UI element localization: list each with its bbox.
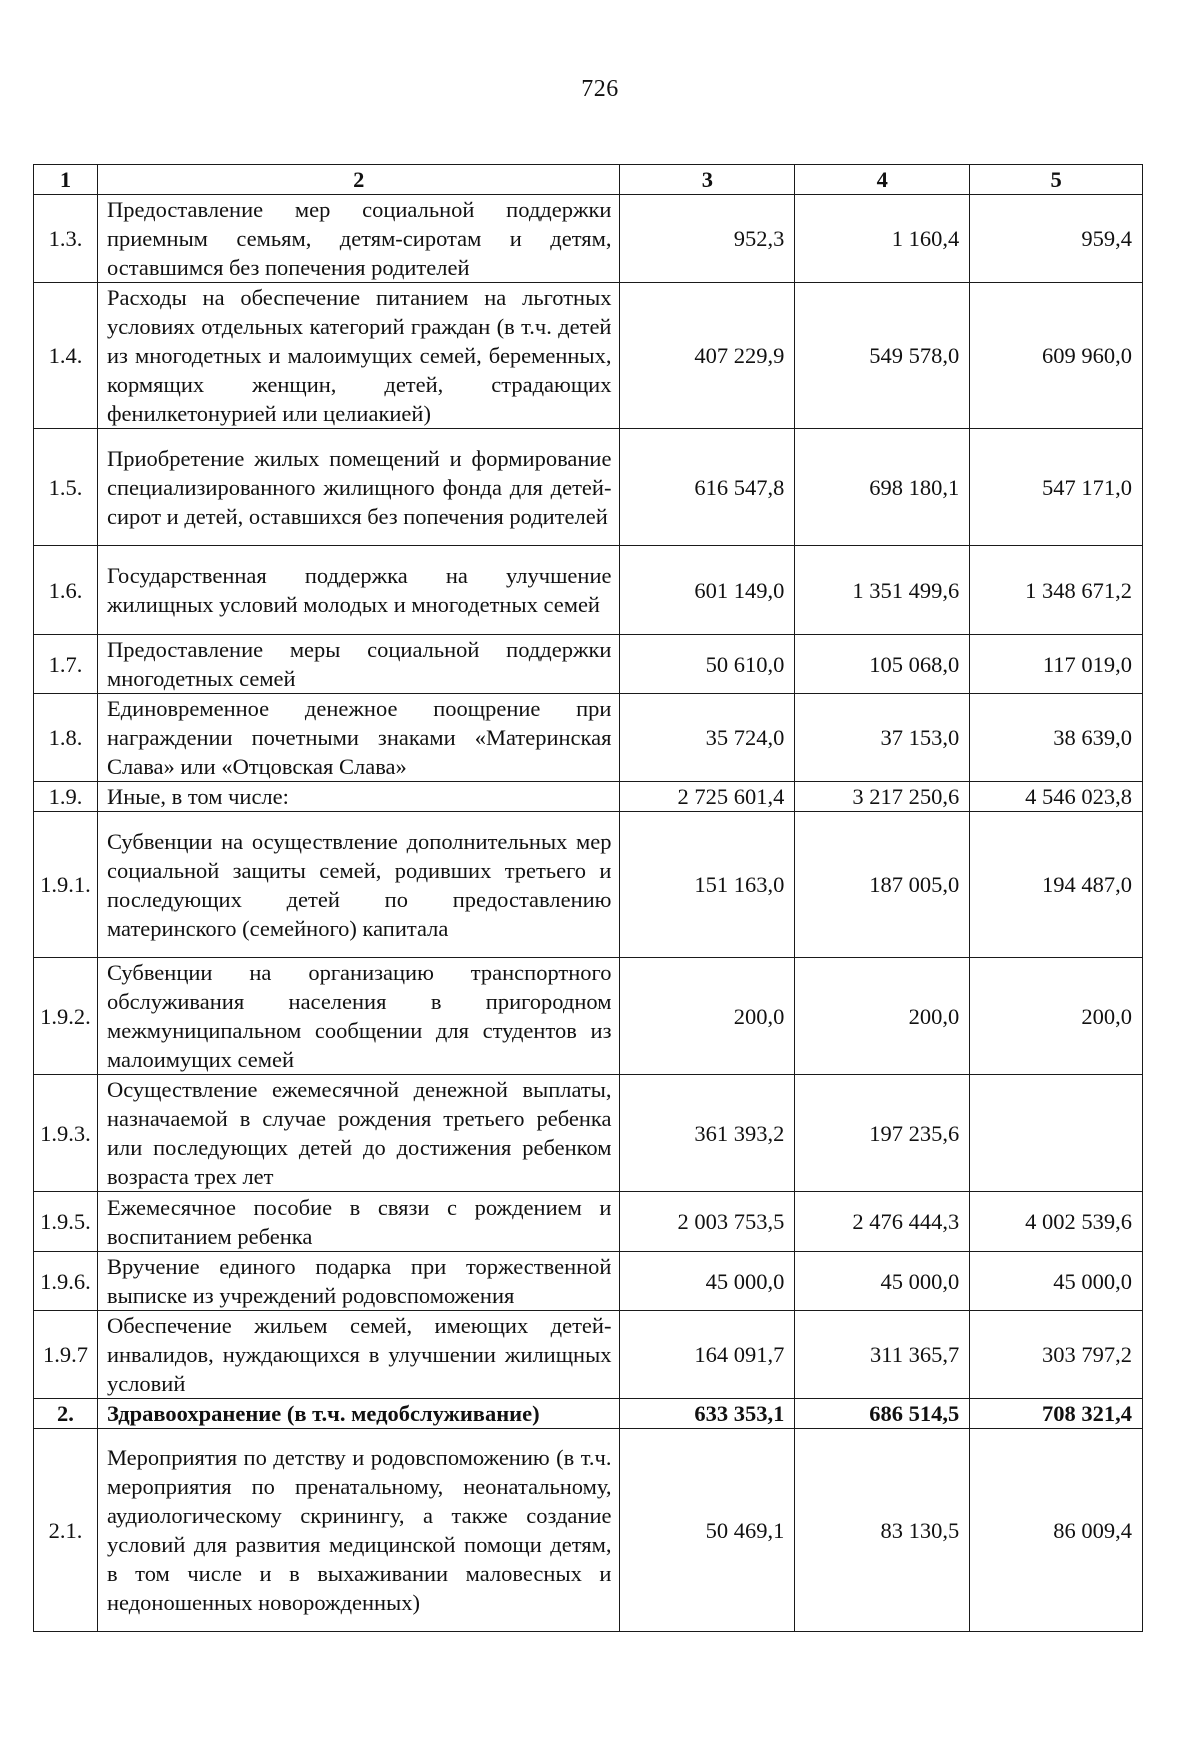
row-value-5: 117 019,0 [970, 635, 1143, 694]
row-value-3: 200,0 [620, 958, 795, 1075]
row-value-4: 1 351 499,6 [795, 546, 970, 635]
row-value-4: 37 153,0 [795, 694, 970, 782]
row-value-4: 311 365,7 [795, 1311, 970, 1399]
row-value-4: 83 130,5 [795, 1429, 970, 1632]
row-description: Предоставление меры социальной поддержки многодетных семей [97, 635, 620, 694]
row-value-5: 708 321,4 [970, 1399, 1143, 1429]
row-value-4: 3 217 250,6 [795, 782, 970, 812]
row-description: Обеспечение жильем семей, имеющих детей-инвалидов, нуждающихся в улучшении жилищных условий [97, 1311, 620, 1399]
row-value-5 [970, 1075, 1143, 1192]
row-description: Единовременное денежное поощрение при награждении почетными знаками «Материнская Слава» или «Отцовская Слава» [97, 694, 620, 782]
row-description: Ежемесячное пособие в связи с рождением и воспитанием ребенка [97, 1192, 620, 1252]
row-value-4: 1 160,4 [795, 195, 970, 283]
row-value-5: 1 348 671,2 [970, 546, 1143, 635]
row-code: 1.8. [34, 694, 98, 782]
table-row [34, 635, 1143, 694]
row-code: 1.9.2. [34, 958, 98, 1075]
row-value-3: 616 547,8 [620, 429, 795, 546]
row-value-5: 4 002 539,6 [970, 1192, 1143, 1252]
row-value-3: 151 163,0 [620, 812, 795, 958]
column-header-value-4: 4 [795, 165, 970, 195]
row-value-4: 549 578,0 [795, 283, 970, 429]
table-row [34, 429, 1143, 546]
row-description: Мероприятия по детству и родовспоможению (в т.ч. мероприятия по пренатальному, неонатальному, аудиологическому скринингу, а также создание условий для развития медицинской помощи детям, в том числе и в выхаживании маловесных и недоношенных новорожденных) [97, 1429, 620, 1632]
table-row [34, 1429, 1143, 1632]
table-row [34, 782, 1143, 812]
row-code: 1.9.7 [34, 1311, 98, 1399]
row-value-5: 547 171,0 [970, 429, 1143, 546]
row-code: 1.4. [34, 283, 98, 429]
row-value-4: 2 476 444,3 [795, 1192, 970, 1252]
row-value-3: 50 610,0 [620, 635, 795, 694]
budget-table [33, 164, 1143, 1632]
table-row [34, 195, 1143, 283]
table-row [34, 546, 1143, 635]
row-code: 2.1. [34, 1429, 98, 1632]
table-row [34, 958, 1143, 1075]
table-row [34, 812, 1143, 958]
row-description: Приобретение жилых помещений и формирование специализированного жилищного фонда для детей-сирот и детей, оставшихся без попечения родителей [97, 429, 620, 546]
table-row-section-total [34, 1399, 1143, 1429]
row-value-5: 609 960,0 [970, 283, 1143, 429]
row-value-3: 633 353,1 [620, 1399, 795, 1429]
column-header-value-5: 5 [970, 165, 1143, 195]
table-header-row [34, 165, 1143, 195]
row-code: 1.9.6. [34, 1252, 98, 1311]
row-value-4: 686 514,5 [795, 1399, 970, 1429]
column-header-value-3: 3 [620, 165, 795, 195]
row-value-5: 45 000,0 [970, 1252, 1143, 1311]
row-description: Расходы на обеспечение питанием на льготных условиях отдельных категорий граждан (в т.ч. детей из многодетных и малоимущих семей, беременных, кормящих женщин, детей, страдающих фенилкетонурией или целиакией) [97, 283, 620, 429]
table-row [34, 283, 1143, 429]
row-code: 1.3. [34, 195, 98, 283]
row-description: Осуществление ежемесячной денежной выплаты, назначаемой в случае рождения третьего ребенка или последующих детей до достижения ребенком возраста трех лет [97, 1075, 620, 1192]
row-description: Предоставление мер социальной поддержки приемным семьям, детям-сиротам и детям, оставшимся без попечения родителей [97, 195, 620, 283]
row-value-5: 959,4 [970, 195, 1143, 283]
table-row [34, 1311, 1143, 1399]
row-value-4: 187 005,0 [795, 812, 970, 958]
row-description: Государственная поддержка на улучшение жилищных условий молодых и многодетных семей [97, 546, 620, 635]
row-value-5: 4 546 023,8 [970, 782, 1143, 812]
row-description: Субвенции на организацию транспортного обслуживания населения в пригородном межмуниципальном сообщении для студентов из малоимущих семей [97, 958, 620, 1075]
table-row [34, 1252, 1143, 1311]
row-value-3: 361 393,2 [620, 1075, 795, 1192]
row-value-5: 194 487,0 [970, 812, 1143, 958]
row-code: 1.9.5. [34, 1192, 98, 1252]
row-value-5: 200,0 [970, 958, 1143, 1075]
row-code: 1.9.1. [34, 812, 98, 958]
row-value-4: 45 000,0 [795, 1252, 970, 1311]
row-value-3: 2 003 753,5 [620, 1192, 795, 1252]
row-value-4: 105 068,0 [795, 635, 970, 694]
column-header-number: 1 [34, 165, 98, 195]
row-value-3: 407 229,9 [620, 283, 795, 429]
row-value-4: 197 235,6 [795, 1075, 970, 1192]
row-description: Вручение единого подарка при торжественной выписке из учреждений родовспоможения [97, 1252, 620, 1311]
row-value-3: 35 724,0 [620, 694, 795, 782]
row-value-5: 303 797,2 [970, 1311, 1143, 1399]
row-value-3: 601 149,0 [620, 546, 795, 635]
row-code: 1.9. [34, 782, 98, 812]
row-description: Иные, в том числе: [97, 782, 620, 812]
row-description: Здравоохранение (в т.ч. медобслуживание) [97, 1399, 620, 1429]
row-value-3: 50 469,1 [620, 1429, 795, 1632]
table-row [34, 1075, 1143, 1192]
row-value-3: 164 091,7 [620, 1311, 795, 1399]
row-value-3: 2 725 601,4 [620, 782, 795, 812]
row-value-3: 45 000,0 [620, 1252, 795, 1311]
row-code: 1.9.3. [34, 1075, 98, 1192]
row-value-5: 38 639,0 [970, 694, 1143, 782]
row-code: 1.6. [34, 546, 98, 635]
page-number: 726 [581, 76, 619, 102]
row-code: 1.5. [34, 429, 98, 546]
row-value-3: 952,3 [620, 195, 795, 283]
row-description: Субвенции на осуществление дополнительных мер социальной защиты семей, родивших третьего и последующих детей по предоставлению материнского (семейного) капитала [97, 812, 620, 958]
row-code: 2. [34, 1399, 98, 1429]
row-code: 1.7. [34, 635, 98, 694]
table-row [34, 694, 1143, 782]
table-row [34, 1192, 1143, 1252]
row-value-5: 86 009,4 [970, 1429, 1143, 1632]
row-value-4: 200,0 [795, 958, 970, 1075]
row-value-4: 698 180,1 [795, 429, 970, 546]
column-header-description: 2 [97, 165, 620, 195]
